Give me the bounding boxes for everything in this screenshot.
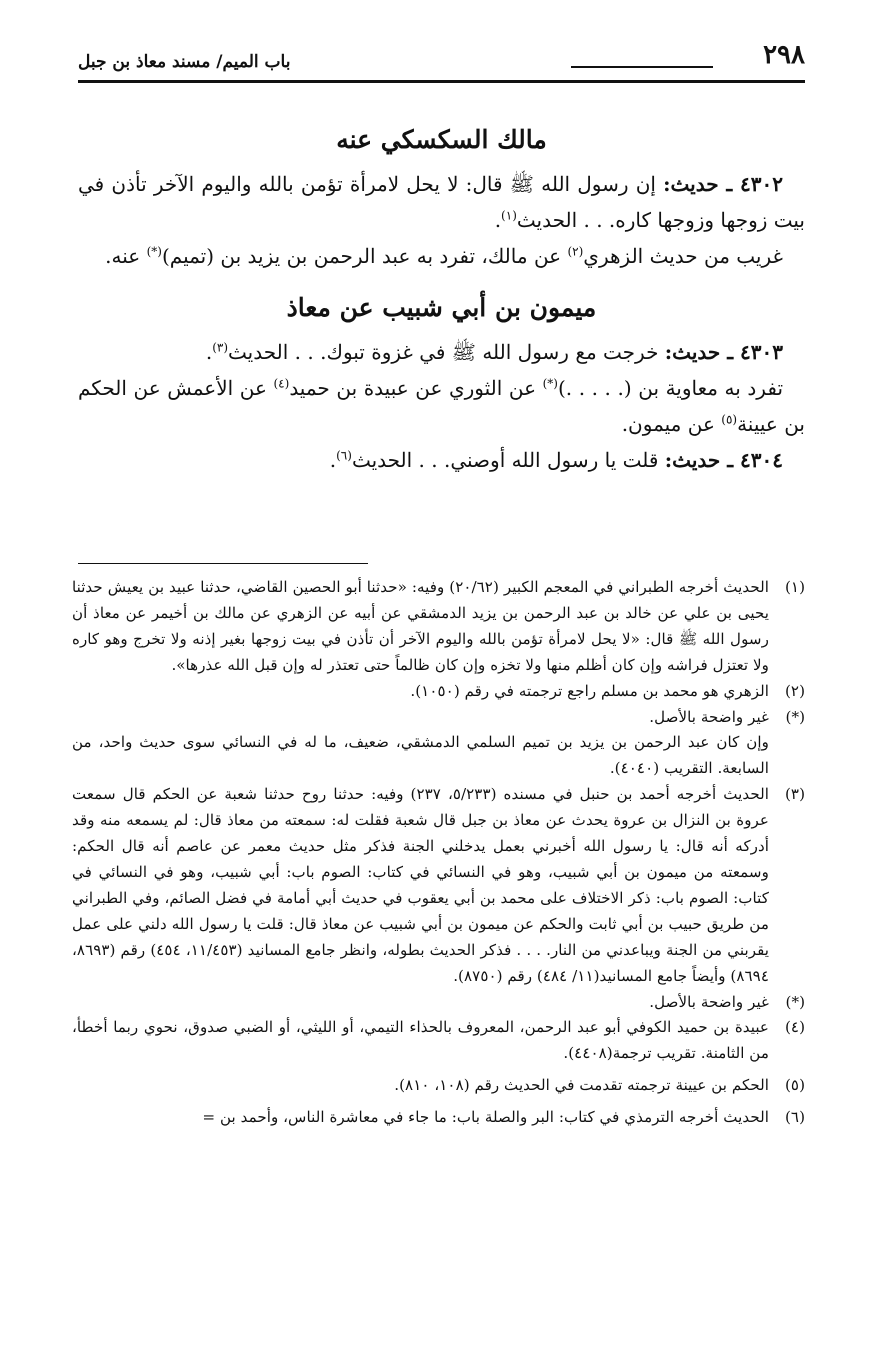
hadith-number: ٤٣٠٤ ـ حديث: — [664, 448, 783, 472]
running-title: باب الميم/ مسند معاذ بن جبل — [78, 52, 291, 72]
commentary-text: تفرد به معاوية بن (. . . . .) — [557, 376, 784, 400]
header-rule — [78, 80, 805, 83]
footnote — [72, 990, 805, 1016]
footnote — [72, 1105, 805, 1131]
footnote-text: غير واضحة بالأصل. — [649, 992, 769, 1011]
section-title: مالك السكسكي عنه — [336, 125, 547, 154]
footnote-text: الحديث أخرجه الطبراني في المعجم الكبير (٢٠/٦٢) وفيه: «حدثنا أبو الحصين القاضي، حدثنا عبيد بن يعيش حدثنا يحيى بن علي عن خالد بن عبد الرحمن بن يزيد الدمشقي عن أبيه عن الزهري عن مالك بن أخيمر عن معاذ أن رسول الله ﷺ قال: «لا يحل لامرأة تؤمن بالله واليوم الآخر أن تأذن في بيت زوجها بغير إذنه ولا تخرج وهو كاره ولا تعتزل فراشه وإن كان أظلم منها ولا تخزه وإن كان ظالماً حتى تعتذر له وإن قبل الله عذرها». — [72, 578, 769, 674]
footnote-text: غير واضحة بالأصل. — [649, 707, 769, 726]
commentary-text: عنه. — [105, 244, 141, 268]
footnote — [72, 1015, 805, 1067]
footnote-text: الزهري هو محمد بن مسلم راجع ترجمته في رقم (١٠٥٠). — [410, 681, 769, 700]
footnote-ref: (٥) — [721, 412, 738, 427]
commentary-paragraph — [78, 238, 805, 274]
footnote-text: الحديث أخرجه أحمد بن حنبل في مسنده (٥/٢٣٣، ٢٣٧) وفيه: حدثنا روح حدثنا شعبة عن الحكم قال سمعت عروة بن النزال بن عروة يحدث عن معاذ بن جبل قال شعبة فقلت له: سمعته من معاذ قال: لم يسمعه منه وقد أدركه أنه قال: يا رسول الله أخبرني بعمل يدخلني الجنة فذكر مثل حديث معمر عن عاصم أنه قال الحكم: وسمعته من ميمون بن أبي شبيب، وهو في النسائي في كتاب: الصوم باب: أبي شبيب، وهو في النسائي في كتاب: الصوم باب: ذكر الاختلاف على محمد بن أبي يعقوب في حديث أبي أمامة في فضل الصائم، وفي الطبراني من طريق حبيب بن أبي ثابت والحكم عن ميمون بن أبي شبيب عن معاذ قال: قلت يا رسول الله دلني على عمل يقربني من الجنة ويباعدني من النار. . . . فذكر الحديث بطوله، وانظر جامع المسانيد (١١/٤٥٣، ٤٥٤) رقم (٨٦٩٣، ٨٦٩٤) وأيضاً جامع المسانيد(١١/ ٤٨٤) رقم (٨٧٥٠). — [72, 785, 770, 985]
footnote-mark: (*) — [785, 992, 805, 1011]
running-header — [78, 40, 805, 82]
footnote-ref: (*) — [542, 376, 558, 391]
footnote-ref: (٣) — [212, 340, 229, 355]
main-text — [78, 112, 805, 478]
footnote-mark: (٥) — [784, 1076, 805, 1095]
hadith-number: ٤٣٠٢ ـ حديث: — [663, 172, 783, 196]
footnote-ref: (٢) — [567, 244, 584, 259]
footnote-continuation: وإن كان عبد الرحمن بن يزيد بن تميم السلمي الدمشقي، ضعيف، ما له في النسائي سوى حديث واحد، من السابعة. التقريب (٤٠٤٠). — [72, 733, 769, 778]
hadith-entry: ٤٣٠٤ ـ حديث: قلت يا رسول الله أوصني. . . الحديث$^{(٦)}$. — [329, 448, 783, 472]
footnote-separator — [78, 563, 368, 564]
hadith-number: ٤٣٠٣ ـ حديث: — [664, 340, 783, 364]
footnote-ref: (٤) — [273, 376, 290, 391]
footnote-mark: (٣) — [784, 785, 805, 804]
commentary-text: عن الثوري عن عبيدة بن حميد — [289, 376, 537, 400]
footnote-mark: (١) — [784, 578, 805, 596]
footnote — [72, 679, 805, 705]
footnotes — [72, 575, 805, 1131]
footnote-text: عبيدة بن حميد الكوفي أبو عبد الرحمن، المعروف بالحذاء التيمي، أو الليثي، أو الضبي صدوق، نحوي ربما أخطأ، من الثامنة. تقريب ترجمة(٤٤٠٨). — [72, 1018, 769, 1063]
footnote-mark: (٦) — [784, 1108, 805, 1127]
footnote-mark: (٤) — [784, 1018, 805, 1037]
header-short-rule — [571, 66, 713, 68]
hadith-entry: ٤٣٠٢ ـ حديث: إن رسول الله ﷺ قال: لا يحل لامرأة تؤمن بالله واليوم الآخر تأذن في بيت زوجها وزوجها كاره. . . الحديث$^{(١)}$. — [78, 172, 805, 232]
section-title: ميمون بن أبي شبيب عن معاذ — [286, 293, 597, 322]
footnote-ref: (٦) — [336, 448, 352, 463]
commentary-text: عن ميمون. — [621, 412, 715, 436]
footnote — [72, 705, 805, 731]
footnote-text: الحكم بن عيينة ترجمته تقدمت في الحديث رقم (١٠٨، ٨١٠). — [394, 1076, 769, 1095]
hadith-text: إن رسول الله ﷺ قال: لا يحل لامرأة تؤمن بالله واليوم الآخر تأذن في بيت زوجها وزوجها كاره. . . الحديث — [78, 172, 805, 232]
commentary-text: غريب من حديث الزهري — [583, 244, 783, 268]
footnote-mark: (*) — [785, 707, 805, 726]
footnote-mark: (٢) — [784, 681, 805, 700]
hadith-text: قلت يا رسول الله أوصني. . . الحديث — [351, 448, 659, 472]
hadith-text: خرجت مع رسول الله ﷺ في غزوة تبوك. . . الحديث — [228, 340, 659, 364]
page-number: ٢٩٨ — [763, 40, 805, 70]
footnote-ref: (١) — [501, 208, 517, 223]
commentary-text: عن الأعمش عن الحكم بن عيينة — [78, 376, 805, 436]
commentary-paragraph — [78, 370, 805, 442]
hadith-entry: ٤٣٠٣ ـ حديث: خرجت مع رسول الله ﷺ في غزوة تبوك. . . الحديث$^{(٣)}$. — [205, 340, 783, 364]
footnote — [72, 575, 805, 679]
footnote — [72, 1073, 805, 1099]
commentary-text: عن مالك، تفرد به عبد الرحمن بن يزيد بن (تميم) — [161, 244, 562, 268]
footnote-ref: (*) — [146, 244, 162, 259]
footnote-text: الحديث أخرجه الترمذي في كتاب: البر والصلة باب: ما جاء في معاشرة الناس، وأحمد بن = — [202, 1108, 769, 1127]
footnote — [72, 782, 805, 989]
